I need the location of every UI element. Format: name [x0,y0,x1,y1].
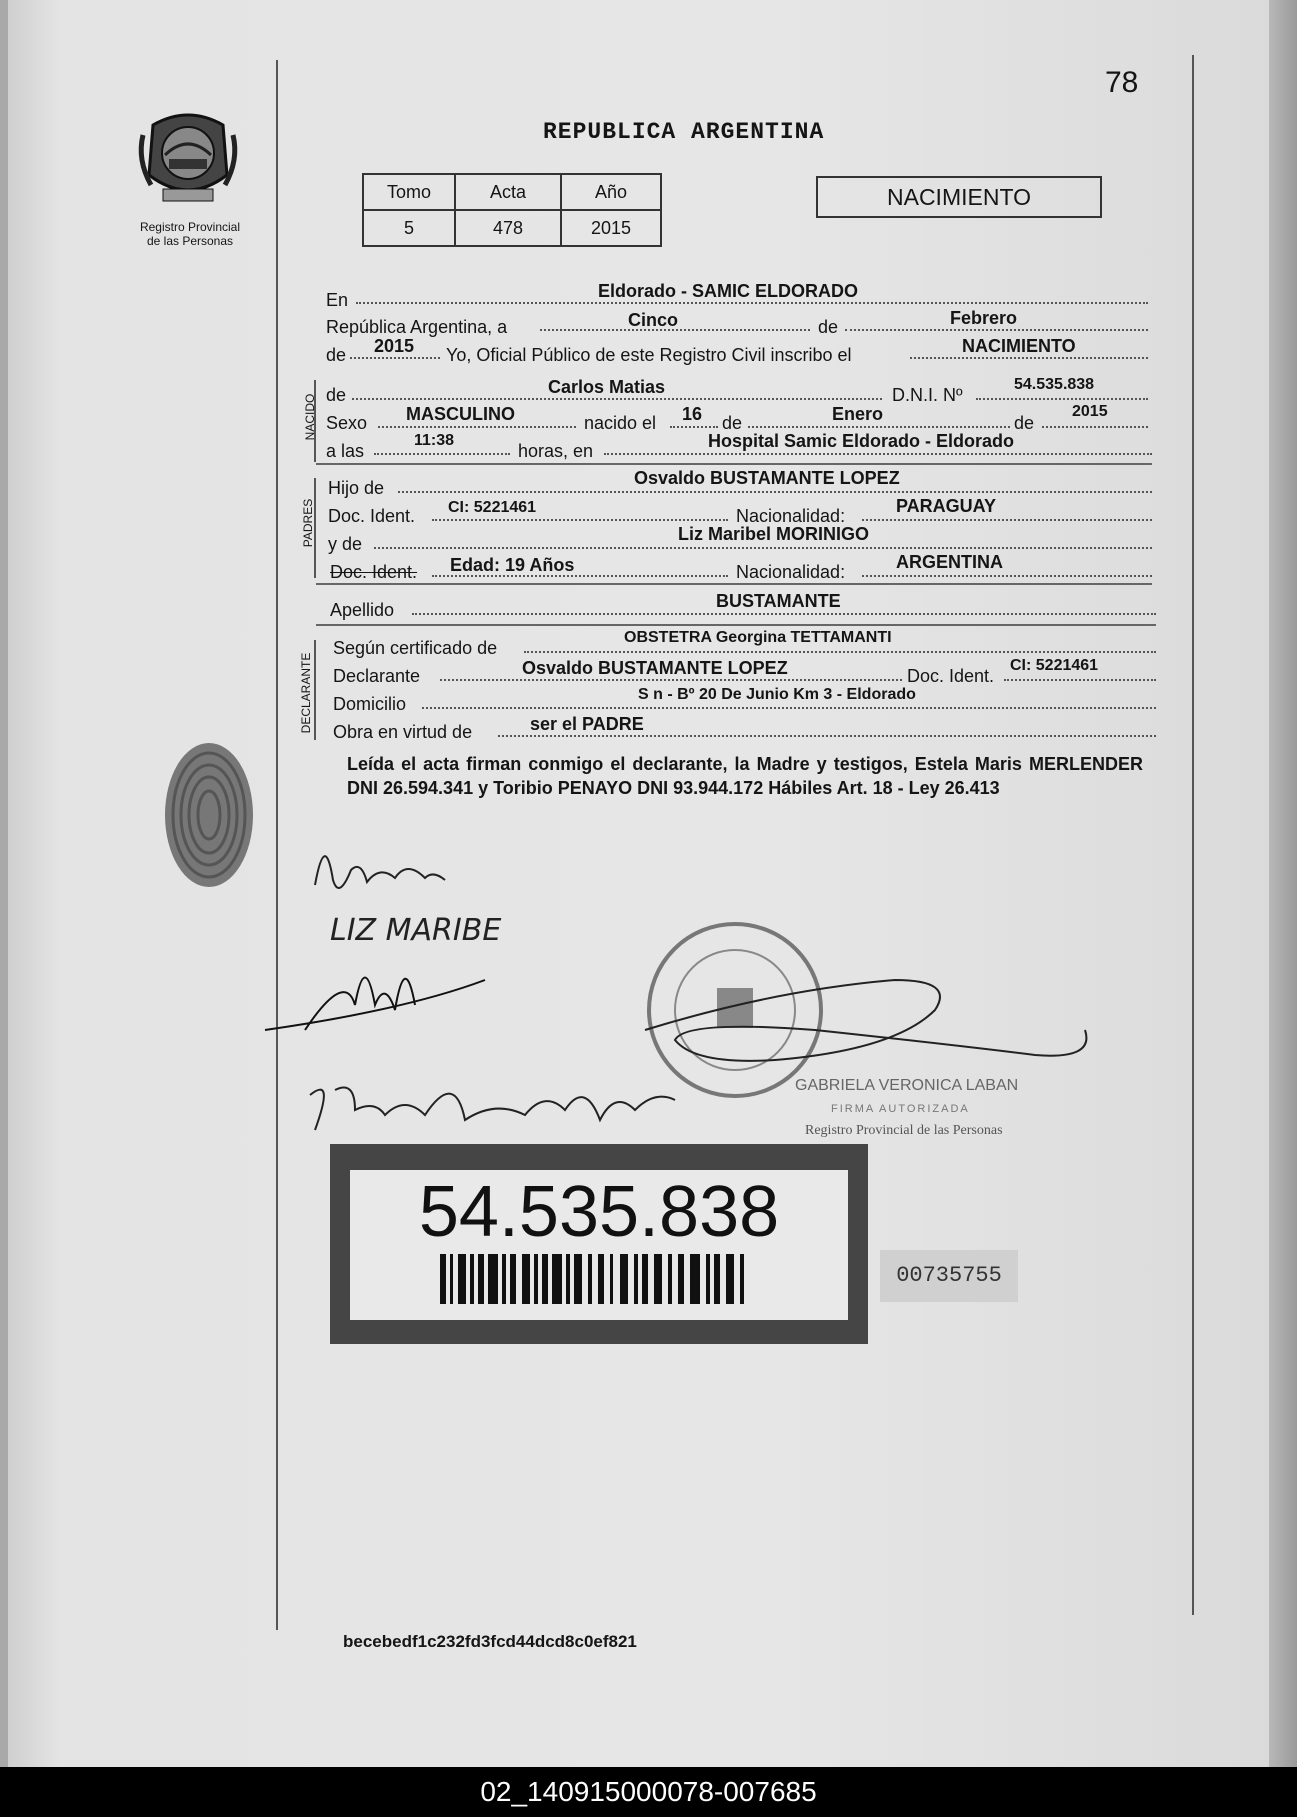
signatures-area [255,830,1115,1150]
certificate-label: Según certificado de [333,638,498,658]
sexo-label: Sexo [326,413,368,433]
mother-doc-label: Doc. Ident. [330,562,418,582]
dotted-line [412,613,1156,615]
child-name: Carlos Matias [548,377,666,397]
right-margin-line [1192,55,1194,1615]
register-header-ano: Año [561,174,661,210]
horas-label: horas, en [518,441,594,461]
signature-official [645,980,1086,1061]
declarante-bracket [314,640,316,740]
declarant-name: Osvaldo BUSTAMANTE LOPEZ [522,658,788,678]
intro-country-label: República Argentina, a [326,317,508,337]
nacido-de-label: de [326,385,347,405]
father-name: Osvaldo BUSTAMANTE LOPEZ [634,468,900,488]
declarante-section-label: DECLARANTE [299,652,313,734]
a-las-label: a las [326,441,365,461]
dotted-line [398,491,1152,493]
register-value-acta: 478 [455,210,561,246]
act-type-box: NACIMIENTO [816,176,1102,218]
birth-month: Enero [832,404,884,424]
intro-en-label: En [326,290,349,310]
apellido-value: BUSTAMANTE [716,591,841,611]
mother-printed-name: LIZ MARIBE [330,913,502,948]
dni-label: D.N.I. Nº [892,385,963,405]
official-name: GABRIELA VERONICA LABAN [795,1077,1019,1094]
intro-place: Eldorado - SAMIC ELDORADO [598,281,858,301]
birth-time: 11:38 [414,432,455,449]
register-header-acta: Acta [455,174,561,210]
dotted-line [432,519,728,521]
hijo-de-label: Hijo de [328,478,385,498]
dotted-line [524,651,1156,653]
official-org: Registro Provincial de las Personas [805,1123,1003,1138]
birth-day: 16 [682,404,703,424]
intro-de-label: de [818,317,839,337]
dotted-line [670,426,718,428]
page-number: 78 [1105,66,1139,99]
declarant-label: Declarante [333,666,421,686]
declarant-doc-label: Doc. Ident. [907,666,995,686]
dotted-line [1004,679,1156,681]
closing-statement: Leída el acta firman conmigo el declarante, la Madre y testigos, Estela Maris MERLENDER DNI 26.594.341 y Toribio PENAYO DNI 93.944.172 Hábiles Art. 18 - Ley 26.413 [347,754,1143,798]
signature-witness-1 [265,978,485,1031]
dotted-line [862,519,1152,521]
birth-de2-label: de [1014,413,1035,433]
apellido-label: Apellido [330,600,395,620]
dotted-line [1042,426,1148,428]
register-table [362,173,662,247]
document-hash: becebedf1c232fd3fcd44dcd8c0ef821 [343,1632,637,1651]
register-table-value-row [363,210,661,246]
official-role: FIRMA AUTORIZADA [831,1103,970,1115]
register-value-ano: 2015 [561,210,661,246]
intro-registers: NACIMIENTO [962,336,1076,356]
dotted-line [440,679,902,681]
birth-year: 2015 [1072,403,1108,420]
intro-de2-label: de [326,345,347,365]
birth-de-label: de [722,413,743,433]
dotted-line [374,547,1152,549]
register-value-tomo: 5 [363,210,455,246]
intro-year: 2015 [374,336,415,356]
serial-number: 00735755 [880,1250,1018,1302]
file-id-bar: 02_140915000078-007685 [0,1767,1297,1817]
seal-caption-line1: Registro Provincial [139,220,241,234]
signature-witness-2 [310,1088,675,1131]
page-edge [1269,0,1297,1767]
mother-nationality: ARGENTINA [896,552,1003,572]
section-divider [316,463,1152,465]
dotted-line [910,357,1148,359]
seal-caption-line2: de las Personas [146,234,234,248]
dotted-line [350,357,440,359]
seal-caption [110,220,270,248]
father-doc-label: Doc. Ident. [328,506,416,526]
father-nationality: PARAGUAY [896,496,997,516]
dotted-line [378,426,576,428]
thumbprint-icon [162,740,257,890]
padres-section-label: PADRES [301,498,315,548]
declarant-doc: CI: 5221461 [1010,657,1099,674]
nacido-section-label: NACIDO [303,393,317,441]
mother-doc: Edad: 19 Años [450,555,575,575]
dotted-line [604,453,1152,455]
dotted-line [976,398,1148,400]
dotted-line [356,302,1148,304]
province-seal-icon [133,105,243,215]
dotted-line [352,398,882,400]
child-dni: 54.535.838 [1014,376,1095,393]
signature-declarant [315,856,445,888]
intro-officer-text: Yo, Oficial Público de este Registro Civil inscribo el [446,345,852,365]
dotted-line [845,329,1148,331]
dotted-line [862,575,1152,577]
domicilio-value: S n - Bº 20 De Junio Km 3 - Eldorado [638,686,916,703]
page-title: REPUBLICA ARGENTINA [543,119,825,145]
dotted-line [422,707,1156,709]
domicilio-label: Domicilio [333,694,407,714]
intro-month: Febrero [950,308,1018,328]
official-stamp [649,924,821,1096]
y-de-label: y de [328,534,363,554]
child-sex: MASCULINO [406,404,515,424]
section-divider [316,583,1152,585]
register-header-tomo: Tomo [363,174,455,210]
obra-value: ser el PADRE [530,714,644,734]
birth-place: Hospital Samic Eldorado - Eldorado [708,431,1015,451]
section-divider [316,624,1156,626]
obra-label: Obra en virtud de [333,722,473,742]
mother-nationality-label: Nacionalidad: [736,562,846,582]
nacido-el-label: nacido el [584,413,657,433]
father-nationality-label: Nacionalidad: [736,506,846,526]
intro-day: Cinco [628,310,679,330]
dotted-line [374,453,510,455]
register-table-header-row [363,174,661,210]
barcode-sticker [330,1144,868,1344]
mother-name: Liz Maribel MORINIGO [678,524,870,544]
father-doc: CI: 5221461 [448,499,537,516]
barcode-number: 54.535.838 [418,1172,780,1252]
certificate-value: OBSTETRA Georgina TETTAMANTI [624,629,892,646]
dotted-line [498,735,1156,737]
dotted-line [748,426,1010,428]
